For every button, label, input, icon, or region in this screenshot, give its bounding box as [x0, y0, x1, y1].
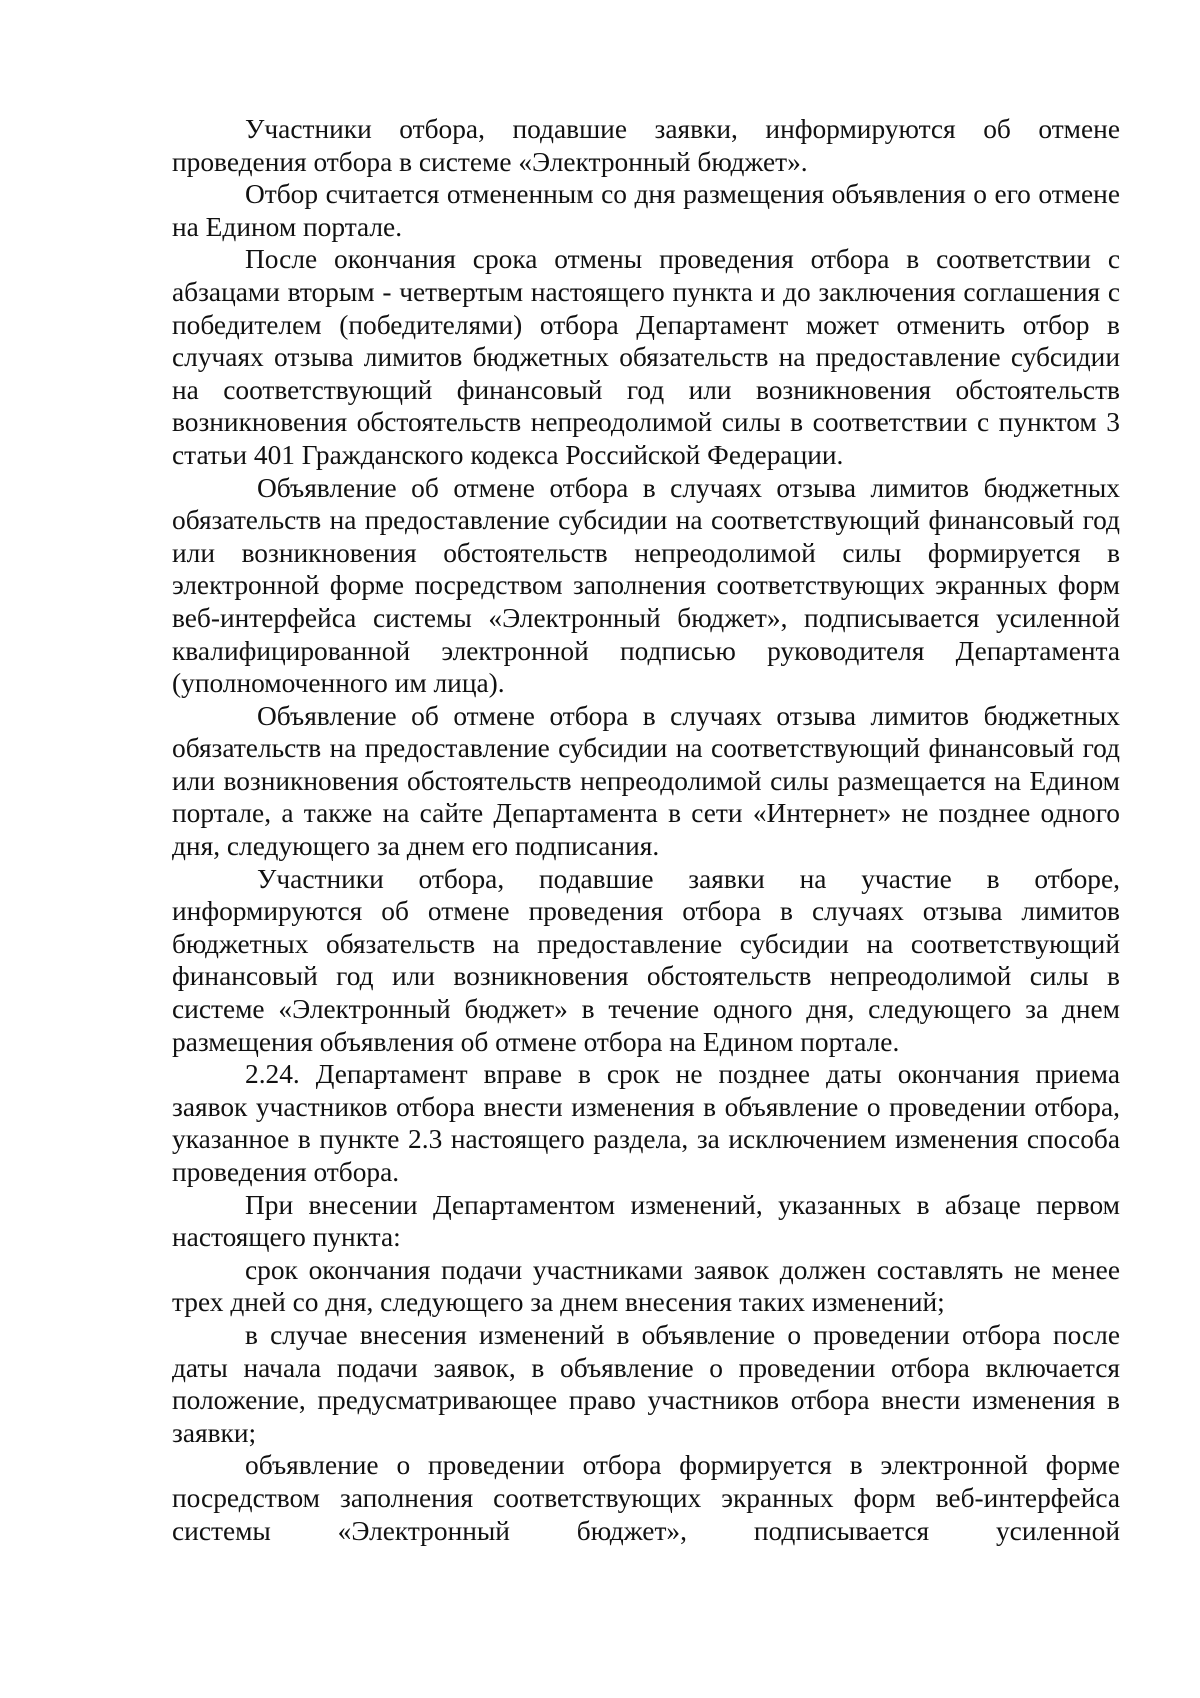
paragraph-participants-informed: Участники отбора, подавшие заявки, информируются об отмене проведения отбора в системе «Электронный бюджет». [172, 114, 1120, 177]
paragraph-cancellation-notice-formed: Объявление об отмене отбора в случаях отзыва лимитов бюджетных обязательств на предоставление субсидии на соответствующий финансовый год или возникновения обстоятельств непреодолимой силы формируется в электронной форме посредством заполнения соответствующих экранных форм веб-интерфейса системы «Электронный бюджет», подписывается усиленной квалифицированной электронной подписью руководителя Департамента (уполномоченного им лица). [172, 472, 1120, 699]
paragraph-section-2-24: 2.24. Департамент вправе в срок не позднее даты окончания приема заявок участников отбора внести изменения в объявление о проведении отбора, указанное в пункте 2.3 настоящего раздела, за исключением изменения способа проведения отбора. [172, 1059, 1120, 1187]
paragraph-deadline-term: срок окончания подачи участниками заявок должен составлять не менее трех дней со дня, следующего за днем внесения таких изменений; [172, 1254, 1120, 1318]
paragraph-notice-formed-electronic: объявление о проведении отбора формируется в электронной форме посредством заполнения соответствующих экранных форм веб-интерфейса системы «Электронный бюджет», подписывается усиленной [172, 1450, 1120, 1546]
paragraph-changes-intro: При внесении Департаментом изменений, указанных в абзаце первом настоящего пункта: [172, 1189, 1120, 1253]
paragraph-changes-after-start: в случае внесения изменений в объявление о проведении отбора после даты начала подачи заявок, в объявление о проведении отбора включается положение, предусматривающее право участников отбора внести изменения в заявки; [172, 1319, 1120, 1448]
paragraph-selection-cancelled: Отбор считается отмененным со дня размещения объявления о его отмене на Едином портале. [172, 179, 1120, 242]
paragraph-cancellation-notice-published: Объявление об отмене отбора в случаях отзыва лимитов бюджетных обязательств на предоставление субсидии на соответствующий финансовый год или возникновения обстоятельств непреодолимой силы размещается на Едином портале, а также на сайте Департамента в сети «Интернет» не позднее одного дня, следующего за днем его подписания. [172, 700, 1120, 862]
document-body [172, 113, 1120, 1547]
paragraph-after-cancellation-term: После окончания срока отмены проведения отбора в соответствии с абзацами вторым - четвертым настоящего пункта и до заключения соглашения с победителем (победителями) отбора Департамент может отменить отбор в случаях отзыва лимитов бюджетных обязательств на предоставление субсидии на соответствующий финансовый год или возникновения обстоятельств возникновения обстоятельств непреодолимой силы в соответствии с пунктом 3 статьи 401 Гражданского кодекса Российской Федерации. [172, 244, 1120, 470]
paragraph-participants-notified: Участники отбора, подавшие заявки на участие в отборе, информируются об отмене проведения отбора в случаях отзыва лимитов бюджетных обязательств на предоставление субсидии на соответствующий финансовый год или возникновения обстоятельств непреодолимой силы в системе «Электронный бюджет» в течение одного дня, следующего за днем размещения объявления об отмене отбора на Едином портале. [172, 863, 1120, 1057]
